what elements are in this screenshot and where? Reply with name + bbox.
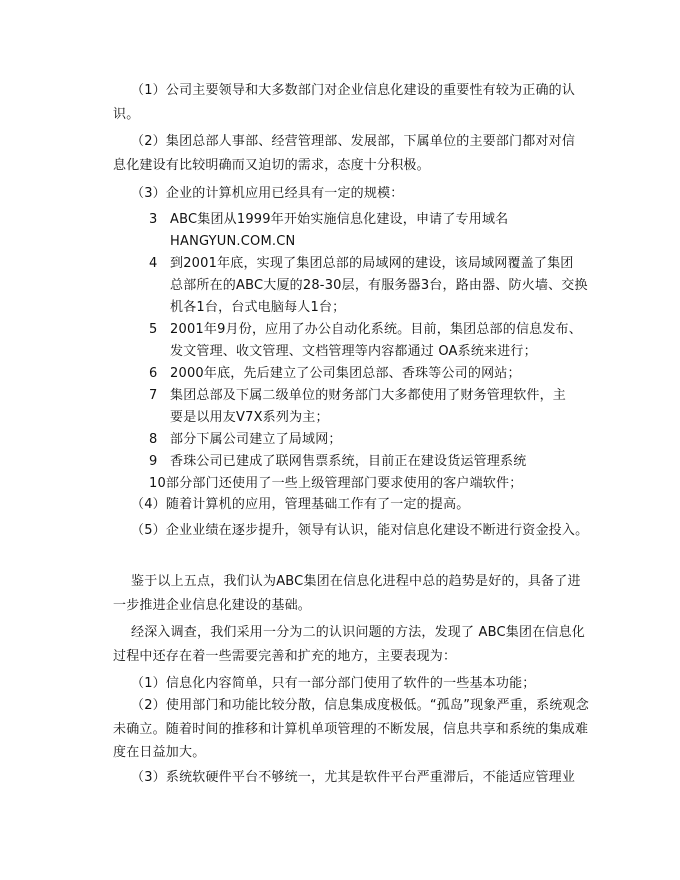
intro-item-3-line-1: （3）企业的计算机应用已经具有一定的规模： [131,186,404,201]
intro-item-1-line-1: （1）公司主要领导和大多数部门对企业信息化建设的重要性有较为正确的认 [131,83,576,98]
numbered-item-3-line-1: ABC集团从1999年开始实施信息化建设，申请了专用域名 [170,212,509,227]
summary-paragraph-2-line-1: 经深入调查，我们采用一分为二的认识问题的方法，发现了 ABC集团在信息化 [131,625,585,640]
problem-item-2-line-3: 度在日益加大。 [113,745,206,760]
numbered-item-5-line-1: 2001年9月份，应用了办公自动化系统。目前，集团总部的信息发布、 [170,322,582,337]
numbered-item-7-num: 7 [149,388,158,403]
item-4-line-1: （4）随着计算机的应用，管理基础工作有了一定的提高。 [131,497,470,512]
numbered-item-10-num: 10 [149,476,166,491]
intro-item-1-line-2: 识。 [113,107,140,122]
numbered-item-6-num: 6 [149,366,158,381]
summary-paragraph-1-line-2: 一步推进企业信息化建设的基础。 [113,598,312,613]
problem-item-3-line-1: （3）系统软硬件平台不够统一，尤其是软件平台严重滞后，不能适应管理业 [131,770,576,785]
numbered-item-8-line-1: 部分下属公司建立了局域网； [170,432,342,447]
numbered-item-3-num: 3 [149,212,158,227]
numbered-item-9-num: 9 [149,454,158,469]
numbered-item-4-num: 4 [149,256,158,271]
numbered-item-9-line-1: 香珠公司已建成了联网售票系统，目前正在建设货运管理系统 [170,454,527,469]
numbered-item-4-line-1: 到2001年底，实现了集团总部的局域网的建设，该局域网覆盖了集团 [170,256,574,271]
problem-item-2-line-2: 未确立。随着时间的推移和计算机单项管理的不断发展，信息共享和系统的集成难 [113,722,589,737]
numbered-item-7-line-1: 集团总部及下属二级单位的财务部门大多都使用了财务管理软件，主 [170,388,567,403]
numbered-item-7-line-2: 要是以用友V7X系列为主； [170,410,329,425]
numbered-item-4-line-2: 总部所在的ABC大厦的28-30层，有服务器3台，路由器、防火墙、交换 [170,278,588,293]
numbered-item-5-num: 5 [149,322,158,337]
numbered-item-4-line-3: 机各1台，台式电脑每人1台； [170,300,346,315]
summary-paragraph-1-line-1: 鉴于以上五点，我们认为ABC集团在信息化进程中总的趋势是好的，具备了进 [131,574,581,589]
numbered-item-3-line-2: HANGYUN.COM.CN [170,234,296,249]
intro-item-2-line-2: 息化建设有比较明确而又迫切的需求，态度十分积极。 [113,158,430,173]
numbered-item-6-line-1: 2000年底，先后建立了公司集团总部、香珠等公司的网站； [170,366,521,381]
problem-item-2-line-1: （2）使用部门和功能比较分散，信息集成度极低。“孤岛”现象严重，系统观念 [131,698,589,713]
problem-item-1-line-1: （1）信息化内容简单，只有一部分部门使用了软件的一些基本功能； [131,676,536,691]
summary-paragraph-2-line-2: 过程中还存在着一些需要完善和扩充的地方，主要表现为： [113,649,457,664]
numbered-item-8-num: 8 [149,432,158,447]
numbered-item-10-line-1: 部分部门还使用了一些上级管理部门要求使用的客户端软件； [166,476,523,491]
intro-item-2-line-1: （2）集团总部人事部、经营管理部、发展部，下属单位的主要部门都对对信 [131,134,576,149]
numbered-item-5-line-2: 发文管理、收文管理、文档管理等内容都通过 OA系统来进行； [170,344,537,359]
item-5-line-1: （5）企业业绩在逐步提升，领导有认识，能对信息化建设不断进行资金投入。 [131,523,589,538]
